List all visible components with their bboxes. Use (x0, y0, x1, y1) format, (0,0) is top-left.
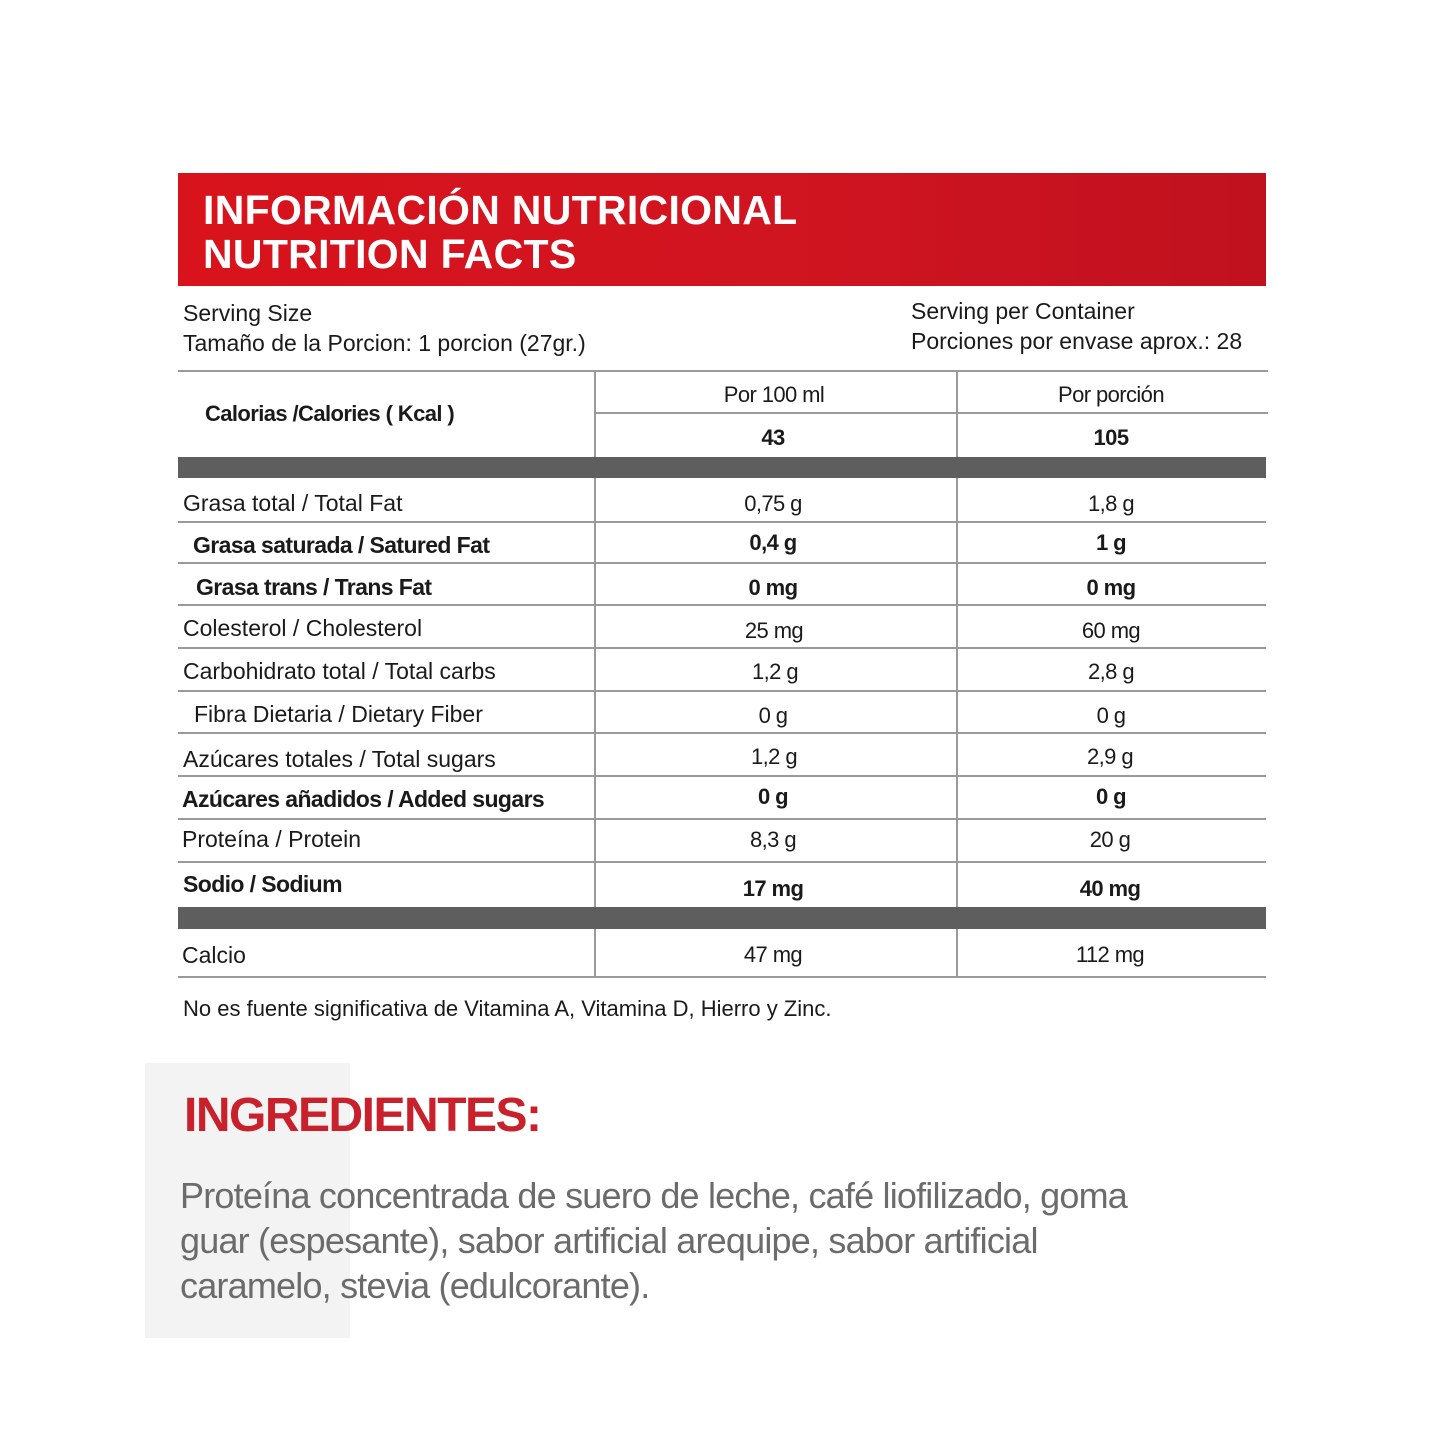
serving-size-label: Serving Size (183, 300, 313, 326)
table-top-rule (178, 370, 1268, 372)
calories-label: Calorias /Calories ( Kcal ) (205, 401, 455, 426)
footnote: No es fuente significativa de Vitamina A, Vitamina D, Hierro y Zinc. (183, 996, 832, 1021)
calories-per-serving: 105 (1093, 425, 1129, 450)
row-rule (178, 818, 1266, 820)
total-sugars-per-serving: 2,9 g (1087, 744, 1133, 769)
section-divider-bar (178, 457, 1266, 478)
total-fat-per-100ml: 0,75 g (744, 491, 802, 516)
calories-per-100ml: 43 (761, 425, 785, 450)
servings-per-container (911, 296, 1242, 356)
servings-per-container-value: Porciones por envase aprox.: 28 (911, 328, 1243, 354)
row-label-protein: Proteína / Protein (182, 826, 361, 852)
row-rule (178, 732, 1266, 734)
calcium-per-100ml: 47 mg (743, 942, 803, 967)
section-divider-bar (178, 907, 1266, 929)
saturated-fat-per-serving: 1 g (1096, 530, 1126, 555)
row-rule (178, 690, 1266, 692)
added-sugars-per-serving: 0 g (1096, 784, 1126, 809)
saturated-fat-per-100ml: 0,4 g (749, 530, 797, 555)
protein-per-serving: 20 g (1089, 827, 1131, 852)
calcium-per-serving: 112 mg (1075, 942, 1145, 967)
row-label-saturated-fat: Grasa saturada / Satured Fat (193, 532, 490, 558)
col-header-per-serving: Por porción (1058, 382, 1164, 407)
cholesterol-per-serving: 60 mg (1081, 618, 1141, 643)
total-fat-per-serving: 1,8 g (1088, 491, 1134, 516)
col-divider-1 (594, 371, 596, 457)
cholesterol-per-100ml: 25 mg (744, 618, 804, 643)
col-divider-2-body (956, 478, 958, 908)
trans-fat-per-serving: 0 mg (1086, 575, 1136, 600)
row-rule (178, 861, 1266, 863)
row-label-total-carbs: Carbohidrato total / Total carbs (183, 658, 496, 684)
row-label-total-sugars: Azúcares totales / Total sugars (183, 746, 496, 772)
header-sub-rule (595, 412, 1268, 414)
sodium-per-100ml: 17 mg (742, 876, 804, 901)
row-label-calcium: Calcio (182, 942, 246, 968)
table-bottom-rule (178, 976, 1266, 978)
row-label-added-sugars: Azúcares añadidos / Added sugars (182, 786, 545, 812)
col-divider-2-calcio (956, 929, 958, 977)
row-label-total-fat: Grasa total / Total Fat (183, 490, 403, 516)
serving-size (183, 298, 586, 358)
row-rule (178, 562, 1266, 564)
col-divider-1-body (594, 478, 596, 908)
row-rule (178, 604, 1266, 606)
sodium-per-serving: 40 mg (1079, 876, 1141, 901)
total-carbs-per-100ml: 1,2 g (752, 659, 798, 684)
row-label-cholesterol: Colesterol / Cholesterol (183, 615, 423, 641)
row-label-dietary-fiber: Fibra Dietaria / Dietary Fiber (194, 701, 483, 727)
col-header-per-100ml: Por 100 ml (723, 382, 825, 407)
servings-per-container-label: Serving per Container (911, 298, 1135, 324)
total-sugars-per-100ml: 1,2 g (751, 744, 797, 769)
ingredients-text: Proteína concentrada de suero de leche, café liofilizado, goma guar (espesante), sabor artificial arequipe, sabor artificial caramelo, stevia (edulcorante). (180, 1175, 1128, 1306)
row-label-trans-fat: Grasa trans / Trans Fat (196, 574, 432, 600)
row-rule (178, 647, 1266, 649)
total-carbs-per-serving: 2,8 g (1088, 659, 1134, 684)
dietary-fiber-per-100ml: 0 g (758, 703, 788, 728)
trans-fat-per-100ml: 0 mg (748, 575, 798, 600)
dietary-fiber-per-serving: 0 g (1096, 703, 1126, 728)
title-spanish: INFORMACIÓN NUTRICIONAL (203, 187, 798, 233)
col-divider-1-calcio (594, 929, 596, 977)
ingredients-title: INGREDIENTES: (184, 1089, 541, 1142)
row-rule (178, 521, 1266, 523)
row-label-sodium: Sodio / Sodium (183, 871, 342, 897)
title-english: NUTRITION FACTS (203, 231, 577, 277)
added-sugars-per-100ml: 0 g (758, 784, 788, 809)
nutrition-header (178, 173, 1266, 286)
col-divider-2 (956, 371, 958, 457)
serving-size-value: Tamaño de la Porcion: 1 porcion (27gr.) (183, 330, 586, 356)
protein-per-100ml: 8,3 g (750, 827, 796, 852)
row-rule (178, 775, 1266, 777)
